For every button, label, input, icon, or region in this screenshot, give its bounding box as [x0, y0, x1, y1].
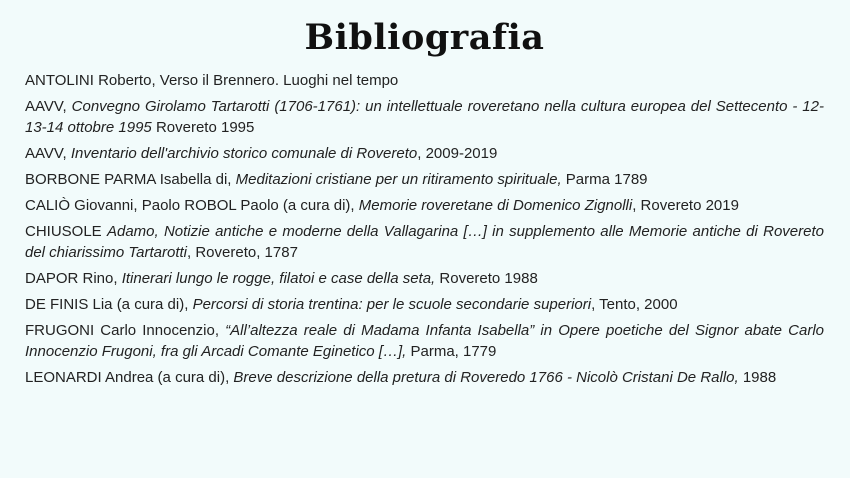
reference-details: Rovereto 1995	[151, 119, 255, 136]
reference-author: FRUGONI Carlo Innocenzio,	[25, 322, 226, 339]
reference-title: Inventario dell'archivio storico comunale di Rovereto	[70, 145, 418, 162]
reference-author: AAVV,	[25, 98, 72, 115]
reference-title: “All’altezza reale di Madama Infanta Isabella” in Opere poetiche del Signor abate Carlo Innocenzio Frugoni, fra gli Arcadi Comante Eginetico […],	[25, 322, 824, 360]
reference-item	[25, 294, 824, 315]
reference-title: Itinerari lungo le rogge, filatoi e case della seta,	[121, 270, 436, 287]
page-title: Bibliografia	[304, 17, 545, 58]
reference-details: Parma 1789	[561, 171, 648, 188]
reference-author: LEONARDI Andrea (a cura di),	[25, 369, 234, 386]
reference-title: Percorsi di storia trentina: per le scuole secondarie superiori	[192, 296, 592, 313]
reference-item	[25, 169, 824, 190]
reference-item	[25, 268, 824, 289]
reference-author: CHIUSOLE	[25, 223, 107, 240]
reference-author: AAVV,	[25, 145, 71, 162]
reference-title: Adamo, Notizie antiche e moderne della Vallagarina […] in supplemento alle Memorie antiche di Rovereto del chiarissimo Tartarotti	[25, 223, 824, 261]
reference-title: Meditazioni cristiane per un ritiramento spirituale,	[235, 171, 562, 188]
reference-title: Breve descrizione della pretura di Roveredo 1766 - Nicolò Cristani De Rallo,	[233, 369, 739, 386]
reference-author: ANTOLINI Roberto, Verso il Brennero. Luoghi nel tempo	[25, 72, 399, 89]
reference-details: , 2009-2019	[417, 145, 498, 162]
reference-title: Memorie roveretane di Domenico Zignolli	[358, 197, 633, 214]
reference-details: , Rovereto, 1787	[187, 244, 298, 261]
reference-author: BORBONE PARMA Isabella di,	[25, 171, 236, 188]
reference-details: Parma, 1779	[406, 343, 497, 360]
reference-item	[25, 70, 824, 91]
reference-item	[25, 195, 824, 216]
bibliography-list	[25, 70, 824, 388]
reference-details: , Rovereto 2019	[632, 197, 739, 214]
reference-details: 1988	[738, 369, 777, 386]
reference-item	[25, 221, 824, 263]
reference-author: CALIÒ Giovanni, Paolo ROBOL Paolo (a cura di),	[25, 197, 359, 214]
reference-item	[25, 320, 824, 362]
reference-item	[25, 143, 824, 164]
reference-details: , Tento, 2000	[591, 296, 678, 313]
reference-item	[25, 367, 824, 388]
reference-author: DE FINIS Lia (a cura di),	[25, 296, 193, 313]
reference-details: Rovereto 1988	[435, 270, 538, 287]
reference-item	[25, 96, 824, 138]
reference-author: DAPOR Rino,	[25, 270, 122, 287]
reference-title: Convegno Girolamo Tartarotti (1706-1761): un intellettuale roveretano nella cultura europea del Settecento - 12-13-14 ottobre 1995	[25, 98, 824, 136]
